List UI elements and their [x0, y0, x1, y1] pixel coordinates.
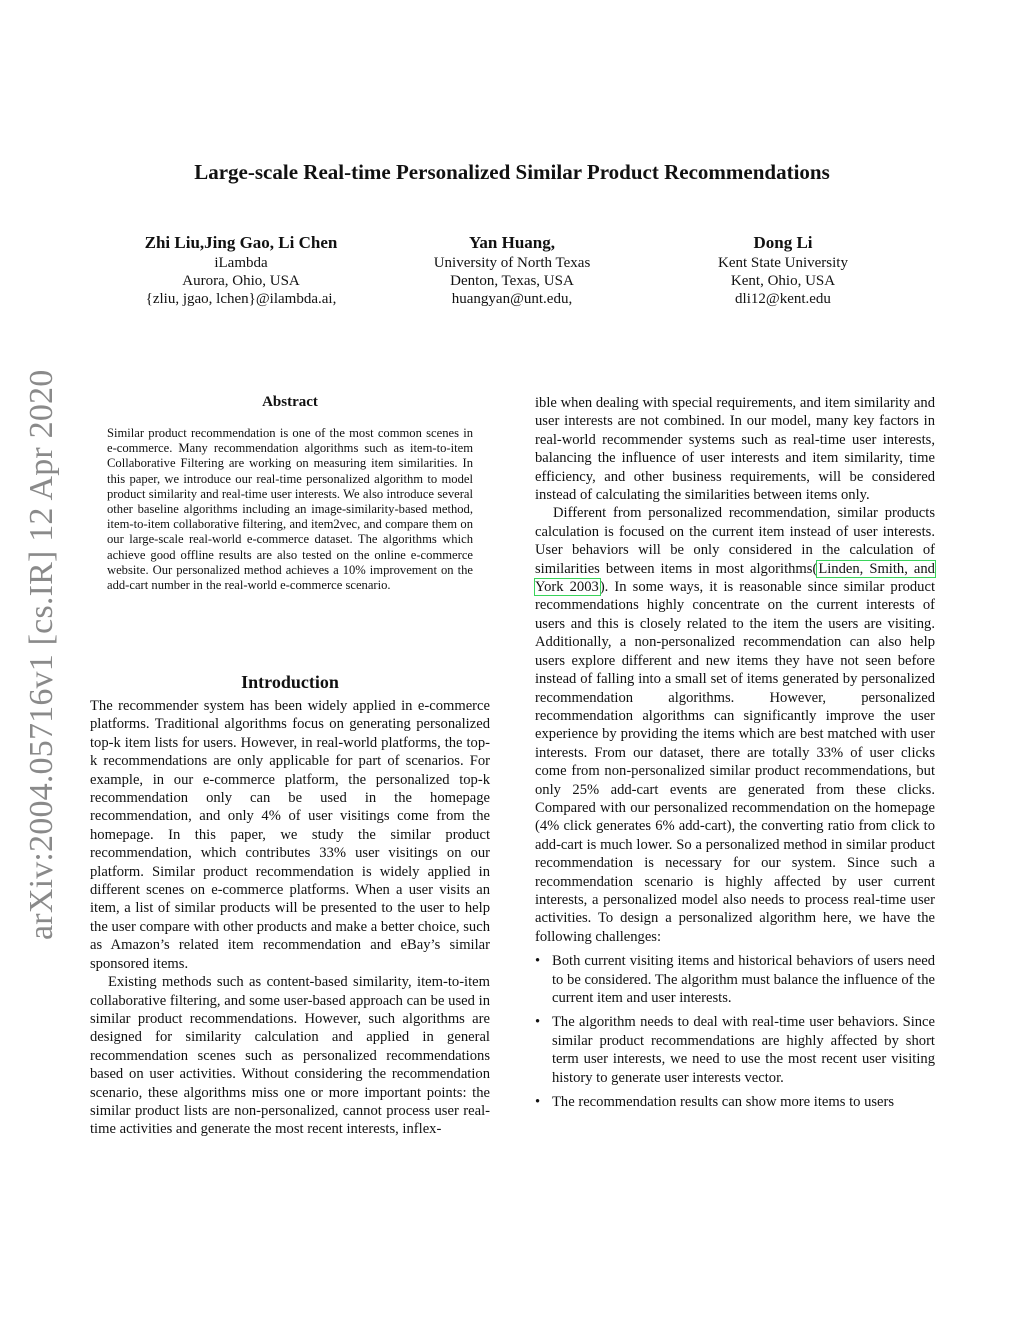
bullet-icon: • — [535, 1014, 541, 1031]
author-location: Kent, Ohio, USA — [730, 273, 836, 289]
author-name: Yan Huang, — [469, 233, 555, 252]
bullet-icon: • — [535, 953, 541, 970]
author-affiliation: iLambda — [214, 255, 268, 271]
text-span: Different from personalized recommendation, similar products calculation is focused on the current item instead of user interests. User behaviors will be only considered in the calculation of similarities between items in most algorithms( — [535, 505, 935, 577]
author-email: dli12@kent.edu — [735, 291, 831, 307]
paragraph: The recommender system has been widely applied in e-commerce platforms. Traditional algorithms focus on generating personalized top-k item lists for users. However, in real-world platforms, the top-k recommendations are only applicable for part of scenarios. For example, in our e-commerce platform, the personalized top-k recommendation only can be used in the homepage recommendation, and only 4% of user visitings come from the homepage. In this paper, we study the similar product recommendation, which contributes 33% user visitings on our platform. Similar product recommendation is widely applied in different scenes on e-commerce platforms. When a user visits an item, a list of similar products will be presented to the user to help the user compare with other products and make a better choice, such as Amazon’s related item recommendation and eBay’s similar sponsored items. — [90, 698, 490, 972]
right-column-body — [535, 394, 935, 1111]
introduction-heading: Introduction — [241, 672, 339, 692]
list-item — [535, 1013, 935, 1087]
author-location: Denton, Texas, USA — [450, 273, 574, 289]
arxiv-identifier-stamp: arXiv:2004.05716v1 [cs.IR] 12 Apr 2020 — [23, 369, 60, 940]
paragraph-continuation: ible when dealing with special requirements, and item similarity and user interests are not combined. In our model, many key factors in real-world recommender systems such as real-time user interests, balancing the influence of user interests and item similarity, time efficiency, and other business requirements, will be considered instead of calculating the similarities between items only. — [535, 395, 935, 504]
author-block-1 — [110, 232, 372, 308]
author-name: Dong Li — [753, 233, 813, 252]
challenge-list — [535, 952, 935, 1111]
bullet-icon: • — [535, 1094, 541, 1111]
text-span: ). In some ways, it is reasonable since similar product recommendations highly concentrate on the current interests of users and this is closely related to the item the users are visiting. Additionally, a non-personalized recommendation can also help users explore different and new items they have not seen before instead of falling into a small set of items generated by personalized recommendation algorithms. However, personalized recommendation algorithms can significantly improve the user experience by providing the items which are best matched with user interests. From our dataset, there are totally 33% of user clicks come from non-personalized similar product recommendations, but only 25% add-cart events are generated from these clicks. Compared with our personalized recommendation on the homepage (4% click generates 6% add-cart), the converting ratio from click to add-cart is much lower. So a personalized method in similar product recommendation is necessary for our system. Since such a recommendation scenario is highly affected by user current interests, a personalized model also needs to process real-time user activities. To design a personalized algorithm here, we have the following challenges: — [535, 579, 936, 945]
paper-title: Large-scale Real-time Personalized Similar Product Recommendations — [194, 160, 830, 184]
author-affiliation: University of North Texas — [433, 255, 591, 271]
author-email: huangyan@unt.edu, — [451, 291, 573, 307]
author-block-2 — [402, 232, 622, 308]
citation-link[interactable]: Linden, Smith, and York 2003 — [535, 560, 935, 596]
author-location: Aurora, Ohio, USA — [182, 273, 300, 289]
abstract-text: Similar product recommendation is one of the most common scenes in e-commerce. Many recommendation algorithms such as item-to-item Collaborative Filtering are working on measuring item similarities. In this paper, we introduce our real-time personalized algorithm to model product similarity and real-time user interests. We also introduce several other baseline algorithms including an image-similarity-based method, item-to-item collaborative filtering, and item2vec, and compare them on our large-scale real-world e-commerce dataset. The algorithms which achieve good offline results are also tested on the online e-commerce website. Our personalized method achieves a 10% improvement on the add-cart number in the real-world e-commerce scenario. — [107, 426, 473, 593]
abstract-heading: Abstract — [262, 394, 318, 410]
author-email: {zliu, jgao, lchen}@ilambda.ai, — [145, 291, 337, 307]
paragraph: Existing methods such as content-based similarity, item-to-item collaborative filtering, and some user-based approach can be used in similar product recommendations. However, such algorithms are designed for similarity calculation and applied in general recommendation scenes such as personalized recommendations based on user activities. Without considering the recommendation scenario, these algorithms miss one or more important points: the similar product lists are non-personalized, cannot process user real-time activities and generate the most recent interests, inflex- — [90, 974, 490, 1138]
paragraph — [535, 504, 935, 946]
list-item-text: Both current visiting items and historical behaviors of users need to be considered. The algorithm must balance the influence of the current item and user interests. — [552, 953, 935, 1006]
left-column-body — [90, 697, 490, 1139]
list-item — [535, 952, 935, 1007]
author-block-3 — [690, 232, 876, 308]
author-name: Zhi Liu,Jing Gao, Li Chen — [144, 233, 338, 252]
list-item-text: The algorithm needs to deal with real-time user behaviors. Since similar product recommendations are highly affected by short term user interests, we need to use the most recent user visiting history to generate user interests vector. — [552, 1014, 935, 1086]
author-affiliation: Kent State University — [718, 255, 848, 271]
list-item-text: The recommendation results can show more items to users — [552, 1094, 895, 1111]
list-item — [535, 1093, 935, 1111]
